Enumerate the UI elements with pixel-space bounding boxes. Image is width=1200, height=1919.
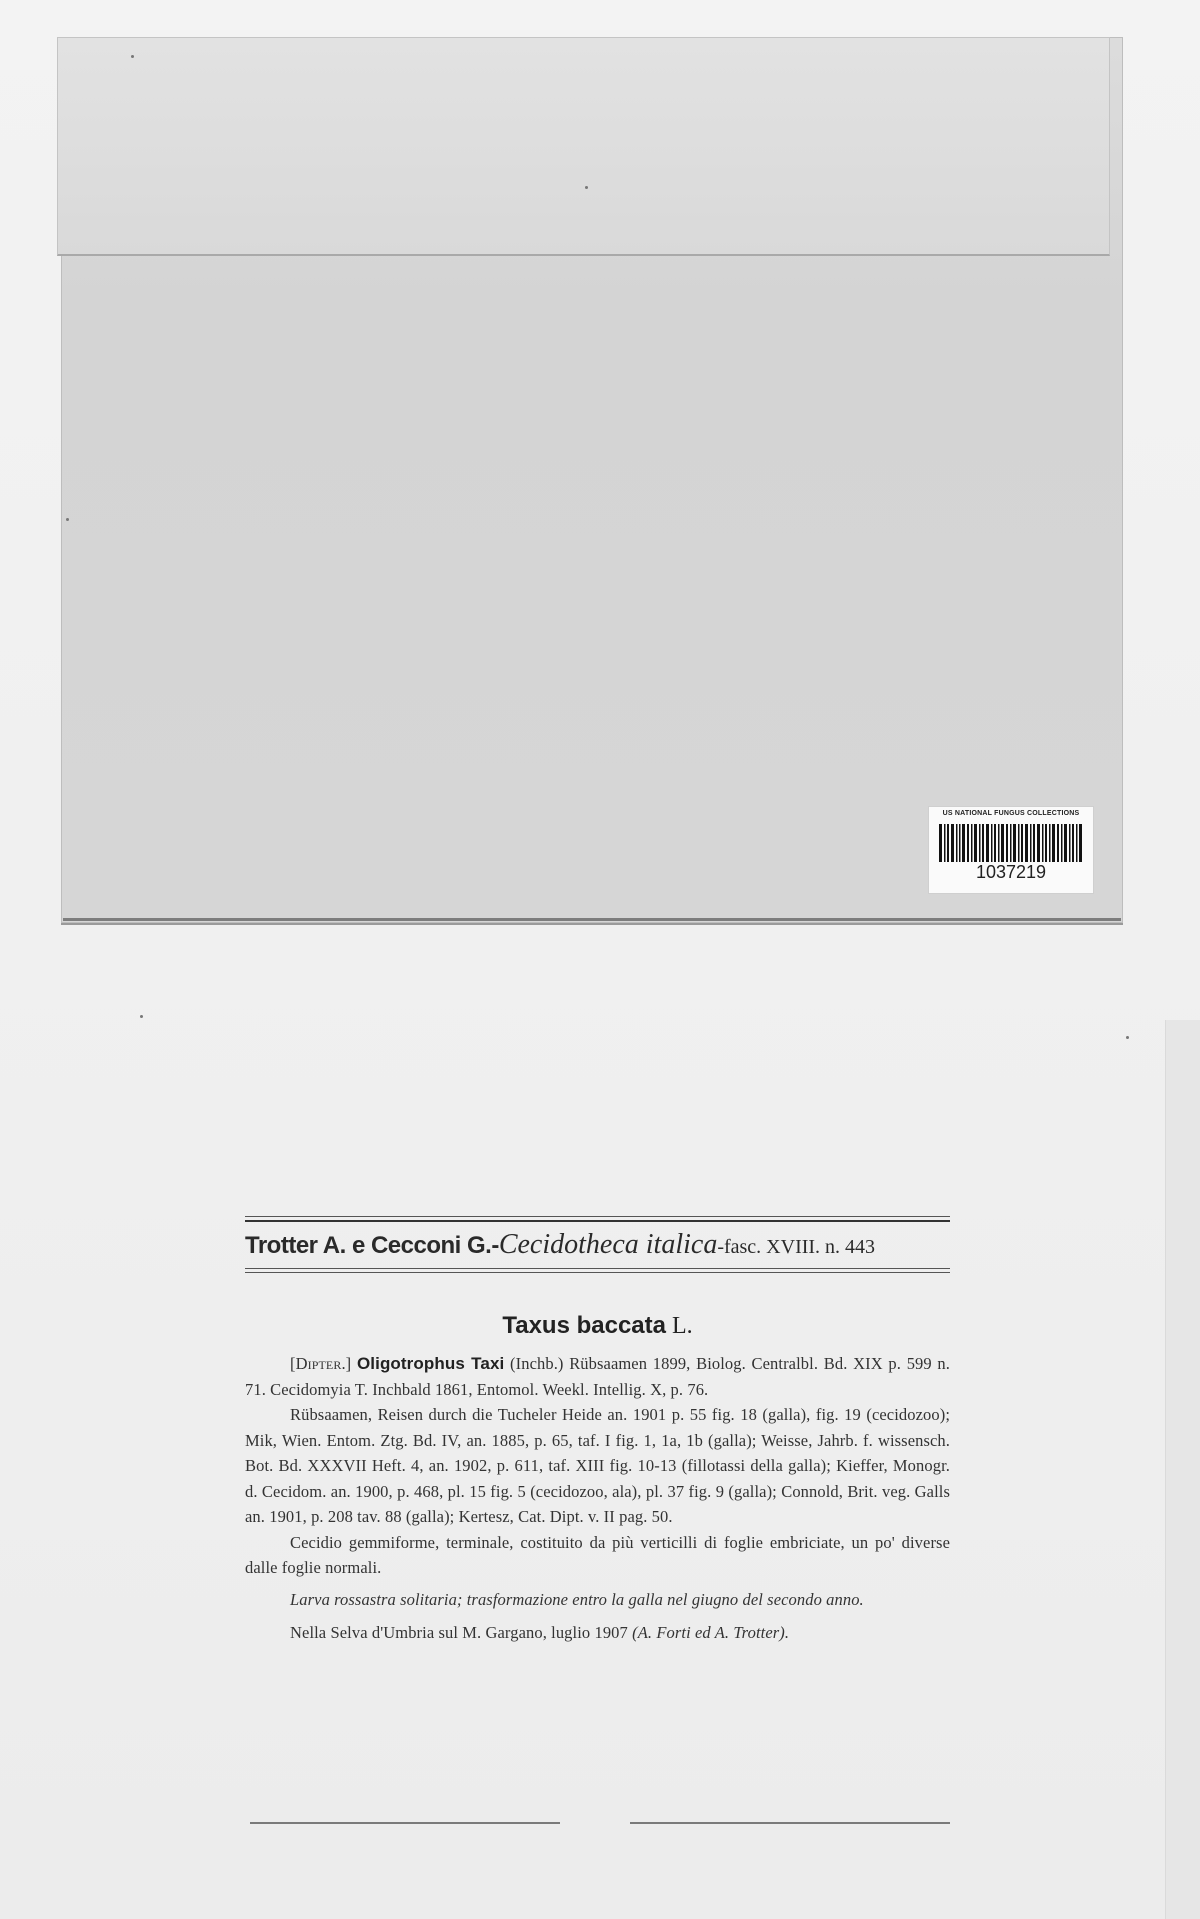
speck [140, 1015, 143, 1018]
speck [66, 518, 69, 521]
gall-description: Cecidio gemmiforme, terminale, costituito da più verticilli di foglie embriciate, un po' diverse dalle foglie normali. [245, 1532, 950, 1577]
speck [585, 186, 588, 189]
rule-top-thin [245, 1216, 950, 1217]
rule-header-bottom-2 [245, 1272, 950, 1273]
citation-paragraph [245, 1351, 950, 1402]
citation-text: (Inchb.) Rübsaamen 1899, Biolog. Centralbl. Bd. XIX p. 599 n. 71. Cecidomyia T. Inchbald 1861, Entomol. Weekl. Intellig. X, p. 76. [245, 1354, 951, 1399]
exsiccata-fascicle: -fasc. XVIII. n. 443 [717, 1236, 876, 1258]
locality-text: Nella Selva d'Umbria sul M. Gargano, luglio 1907 [290, 1623, 628, 1642]
speck [131, 55, 134, 58]
rule-header-bottom [245, 1268, 950, 1269]
exsiccata-series: Cecidotheca italica [498, 1229, 718, 1260]
larva-note: Larva rossastra solitaria; trasformazione entro la galla nel giugno del secondo anno. [290, 1589, 864, 1609]
label-header [245, 1228, 950, 1264]
host-name: Taxus baccata [502, 1312, 666, 1339]
packet-flap [57, 37, 1110, 256]
collection-name: US NATIONAL FUNGUS COLLECTIONS [942, 810, 1080, 817]
sheet-edge [1165, 1020, 1200, 1919]
barcode-image [939, 824, 1083, 862]
host-author: L. [671, 1313, 693, 1339]
locality-paragraph [245, 1620, 950, 1646]
host-plant [245, 1311, 950, 1341]
packet-bottom-edge [63, 918, 1121, 921]
insect-order: [Dipter.] [290, 1354, 352, 1373]
collectors-text: (A. Forti ed A. Trotter). [632, 1623, 790, 1642]
exsiccata-authors: Trotter A. e Cecconi G.- [245, 1232, 499, 1259]
barcode-label [928, 806, 1094, 894]
printed-label [245, 1216, 950, 1646]
rule-top [245, 1220, 950, 1222]
references-paragraph: Rübsaamen, Reisen durch die Tucheler Heide an. 1901 p. 55 fig. 18 (galla), fig. 19 (cecidozoo); Mik, Wien. Entom. Ztg. Bd. IV, an. 1885, p. 65, taf. I fig. 1, 1a, 1b (galla); Weisse, Jahrb. f. wissensch. Bot. Bd. XXXVII Heft. 4, an. 1902, p. 611, taf. XIII fig. 10-13 (fillotassi della galla); Kieffer, Monogr. d. Cecidom. an. 1900, p. 468, pl. 15 fig. 5 (cecidozoo, ala), pl. 37 fig. 9 (galla); Connold, Brit. veg. Galls an. 1901, p. 208 tav. 88 (galla); Kertesz, Cat. Dipt. v. II pag. 50. [245, 1405, 950, 1526]
speck [1126, 1036, 1129, 1039]
gall-maker-name: Oligotrophus Taxi [356, 1354, 505, 1373]
barcode-number: 1037219 [975, 862, 1047, 882]
label-bottom-rules [250, 1822, 950, 1826]
